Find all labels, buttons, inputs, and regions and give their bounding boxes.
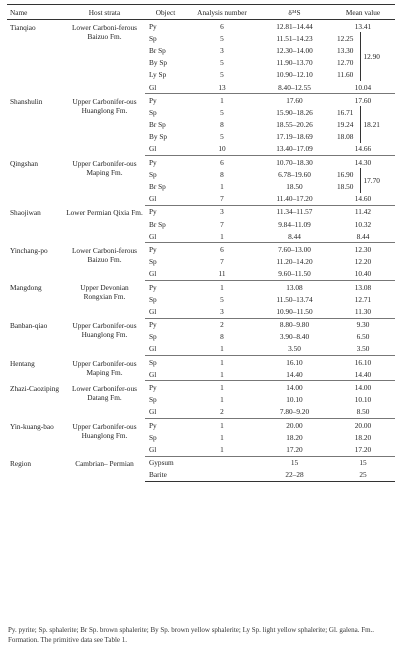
analysis-number-cell: 1 [186, 230, 258, 243]
table-row [7, 205, 395, 218]
object-cell: Sp [149, 395, 157, 405]
sub-mean-cell: 16.90 [337, 169, 354, 179]
delta-range-cell: 14.40 [258, 368, 331, 381]
object-cell: Gl [145, 193, 186, 206]
mean-value-cell: 12.30 [354, 244, 372, 254]
sulfur-isotope-table [7, 4, 395, 482]
bracket-mean-cell: 17.70 [360, 168, 395, 192]
analysis-number-cell: 1 [220, 383, 224, 393]
header-name: Name [7, 5, 64, 20]
delta-range-cell: 10.90–11.50 [258, 305, 331, 318]
mean-value-cell: 14.60 [331, 193, 395, 206]
delta-range-cell: 3.50 [258, 343, 331, 356]
sub-mean-cell: 11.60 [337, 70, 354, 80]
mean-value-cell: 14.30 [354, 157, 372, 167]
object-cell: Sp [149, 33, 157, 43]
object-cell: Py [149, 207, 157, 217]
delta-range-cell: 10.90–12.10 [276, 70, 313, 80]
header-host: Host strata [64, 5, 145, 20]
analysis-number-cell: 5 [220, 33, 224, 43]
delta-range-cell: 13.40–17.09 [258, 143, 331, 156]
analysis-number-cell: 13 [186, 81, 258, 94]
table-row [7, 381, 395, 394]
analysis-number-cell: 5 [220, 107, 224, 117]
object-cell: Gl [145, 343, 186, 356]
delta-range-cell: 17.20 [258, 443, 331, 456]
object-cell: Py [149, 21, 157, 31]
table-row [7, 20, 395, 33]
delta-range-cell: 14.00 [286, 383, 303, 393]
locality-name: Yin-kuang-bao [10, 421, 54, 431]
locality-name: Mangdong [10, 283, 42, 293]
analysis-number-cell [186, 456, 258, 469]
delta-range-cell: 13.08 [286, 282, 303, 292]
mean-value-cell: 14.00 [354, 383, 372, 393]
object-cell: Py [149, 157, 157, 167]
sub-mean-cell: 16.71 [337, 107, 354, 117]
object-cell: Sp [149, 432, 157, 442]
object-cell: Br Sp [149, 182, 166, 192]
analysis-number-cell: 5 [220, 132, 224, 142]
mean-value-cell: 16.10 [354, 357, 372, 367]
analysis-number-cell: 1 [220, 432, 224, 442]
object-cell: By Sp [149, 132, 168, 142]
delta-range-cell: 18.55–20.26 [276, 120, 313, 130]
table-row [7, 318, 395, 331]
table-row [7, 419, 395, 432]
sub-mean-cell: 19.24 [337, 120, 354, 130]
analysis-number-cell: 1 [220, 95, 224, 105]
delta-range-cell: 11.40–17.20 [258, 193, 331, 206]
delta-range-cell: 12.30–14.00 [276, 45, 313, 55]
delta-range-cell: 15.90–18.26 [276, 107, 313, 117]
analysis-number-cell: 1 [220, 182, 224, 192]
locality-name: Shaojiwan [10, 208, 41, 218]
host-strata: Cambrian– Permian [75, 459, 134, 469]
analysis-number-cell: 2 [186, 406, 258, 419]
locality-name: Zhazi-Caoziping [10, 383, 60, 393]
analysis-number-cell: 6 [220, 21, 224, 31]
mean-value-cell: 18.20 [354, 432, 372, 442]
host-strata: Lower Permian Qixia Fm. [66, 208, 143, 218]
mean-value-cell: 8.50 [331, 406, 395, 419]
mean-value-cell: 10.32 [354, 219, 372, 229]
object-cell: Py [149, 320, 157, 330]
table-row [7, 356, 395, 369]
header-delta: δ³⁴S [258, 5, 331, 20]
header-mean: Mean value [331, 5, 395, 20]
analysis-number-cell: 11 [186, 268, 258, 281]
object-cell: Gl [145, 406, 186, 419]
delta-range-cell: 10.10 [286, 395, 303, 405]
object-cell: Barite [145, 469, 186, 482]
delta-range-cell: 11.20–14.20 [276, 257, 313, 267]
table-row [7, 456, 395, 469]
object-cell: Gl [145, 230, 186, 243]
mean-value-cell: 10.40 [331, 268, 395, 281]
object-cell: Py [149, 383, 157, 393]
host-strata: Lower Carboni-ferous Baizuo Fm. [71, 245, 138, 264]
object-cell: Gl [145, 305, 186, 318]
mean-value-cell: 20.00 [354, 420, 372, 430]
mean-value-cell: 17.20 [331, 443, 395, 456]
delta-range-cell: 6.78–19.60 [278, 169, 311, 179]
object-cell: Gypsum [149, 458, 174, 468]
mean-value-cell: 12.71 [354, 294, 372, 304]
analysis-number-cell: 1 [220, 420, 224, 430]
mean-value-cell: 11.30 [331, 305, 395, 318]
analysis-number-cell: 3 [186, 305, 258, 318]
locality-name: Shanshulin [10, 96, 43, 106]
analysis-number-cell: 10 [186, 143, 258, 156]
mean-value-cell: 10.04 [331, 81, 395, 94]
object-cell: Ly Sp [149, 70, 167, 80]
delta-range-cell: 8.44 [258, 230, 331, 243]
sub-mean-cell: 18.50 [337, 182, 354, 192]
delta-range-cell: 22–28 [258, 469, 331, 482]
object-cell: Py [149, 95, 157, 105]
analysis-number-cell: 3 [220, 207, 224, 217]
locality-name: Hentang [10, 358, 35, 368]
bracket-mean-cell: 18.21 [360, 106, 395, 143]
host-strata: Upper Carbonifer-ous Maping Fm. [72, 358, 137, 377]
analysis-number-cell: 1 [220, 357, 224, 367]
analysis-number-cell: 1 [186, 343, 258, 356]
sub-mean-cell: 12.70 [337, 58, 354, 68]
mean-value-cell: 11.42 [354, 207, 372, 217]
analysis-number-cell: 7 [220, 219, 224, 229]
host-strata: Lower Carboni-ferous Baizuo Fm. [71, 23, 138, 41]
object-cell: Gl [145, 443, 186, 456]
delta-range-cell: 12.81–14.44 [276, 21, 313, 31]
locality-name: Banban-qiao [10, 321, 48, 330]
analysis-number-cell: 3 [220, 45, 224, 55]
object-cell: Br Sp [149, 219, 166, 229]
object-cell: Py [149, 420, 157, 430]
header-object: Object [145, 5, 186, 20]
analysis-number-cell: 1 [220, 282, 224, 292]
mean-value-cell: 17.60 [354, 95, 372, 105]
analysis-number-cell: 7 [186, 193, 258, 206]
object-cell: Br Sp [149, 45, 166, 55]
sub-mean-cell: 12.25 [337, 33, 354, 43]
delta-range-cell: 11.90–13.70 [276, 58, 313, 68]
table-row [7, 156, 395, 169]
sub-mean-cell: 18.08 [337, 132, 354, 142]
delta-range-cell: 7.80–9.20 [258, 406, 331, 419]
header-analysis: Analysis number [186, 5, 258, 20]
delta-range-cell: 9.84–11.09 [278, 219, 311, 229]
locality-name: Yinchang-po [10, 245, 48, 255]
host-strata: Upper Carbonifer-ous Maping Fm. [72, 158, 137, 177]
bracket-mean-cell: 12.90 [360, 32, 395, 81]
table-row [7, 280, 395, 293]
delta-range-cell: 3.90–8.40 [279, 332, 310, 342]
analysis-number-cell: 8 [220, 169, 224, 179]
mean-value-cell: 14.40 [331, 368, 395, 381]
header-row [7, 5, 395, 20]
analysis-number-cell: 5 [220, 294, 224, 304]
table-row [7, 243, 395, 256]
analysis-number-cell: 1 [186, 368, 258, 381]
analysis-number-cell: 2 [220, 320, 224, 330]
sub-mean-cell: 13.30 [337, 45, 354, 55]
object-cell: Gl [145, 368, 186, 381]
delta-range-cell: 7.60–13.00 [278, 244, 311, 254]
delta-range-cell: 11.34–11.57 [276, 207, 313, 217]
analysis-number-cell: 6 [220, 244, 224, 254]
mean-value-cell: 15 [359, 458, 367, 468]
analysis-number-cell: 5 [220, 58, 224, 68]
delta-range-cell: 15 [290, 458, 299, 468]
object-cell: Gl [145, 81, 186, 94]
mean-value-cell: 13.41 [354, 21, 372, 31]
analysis-number-cell: 7 [220, 257, 224, 267]
host-strata: Upper Carbonifer-ous Huanglong Fm. [72, 421, 137, 440]
delta-range-cell: 10.70–18.30 [276, 157, 313, 167]
delta-range-cell: 8.40–12.55 [258, 81, 331, 94]
locality-name: Region [10, 459, 32, 469]
delta-range-cell: 16.10 [286, 357, 303, 367]
analysis-number-cell [186, 469, 258, 482]
object-cell: Gl [145, 268, 186, 281]
object-cell: Sp [149, 357, 157, 367]
object-cell: Sp [149, 294, 157, 304]
host-strata: Upper Carbonifer-ous Huanglong Fm. [72, 321, 137, 339]
table-footnote: Py. pyrite; Sp. sphalerite; Br Sp. brown sphalerite; By Sp. brown yellow sphalerite; Ly Sp. light yellow sphalerite; Gl. galena. Fm.. Formation. The primitive data see Table 1. [8, 626, 375, 644]
mean-value-cell: 8.44 [331, 230, 395, 243]
host-strata: Lower Carbonifer-ous Datang Fm. [72, 383, 137, 402]
mean-value-cell: 3.50 [331, 343, 395, 356]
mean-value-cell: 6.50 [356, 332, 370, 342]
delta-range-cell: 11.51–14.23 [276, 33, 313, 43]
analysis-number-cell: 8 [220, 332, 224, 342]
mean-value-cell: 25 [331, 469, 395, 482]
delta-range-cell: 17.60 [286, 95, 303, 105]
table-body [7, 20, 395, 482]
object-cell: Sp [149, 169, 157, 179]
analysis-number-cell: 6 [220, 157, 224, 167]
object-cell: Py [149, 282, 157, 292]
mean-value-cell: 9.30 [356, 320, 370, 330]
object-cell: Gl [145, 143, 186, 156]
delta-range-cell: 18.50 [286, 182, 303, 192]
locality-name: Tianqiao [10, 23, 36, 32]
host-strata: Upper Devonian Rongxian Fm. [80, 283, 129, 302]
mean-value-cell: 14.66 [331, 143, 395, 156]
analysis-number-cell: 1 [220, 395, 224, 405]
analysis-number-cell: 8 [220, 120, 224, 130]
locality-name: Qingshan [10, 158, 38, 168]
object-cell: Sp [149, 257, 157, 267]
delta-range-cell: 8.80–9.80 [279, 320, 310, 330]
delta-range-cell: 17.19–18.69 [276, 132, 313, 142]
delta-range-cell: 18.20 [286, 432, 303, 442]
delta-range-cell: 20.00 [286, 420, 303, 430]
delta-range-cell: 11.50–13.74 [276, 294, 313, 304]
object-cell: Sp [149, 107, 157, 117]
object-cell: Py [149, 244, 157, 254]
host-strata: Upper Carbonifer-ous Huanglong Fm. [72, 96, 137, 115]
analysis-number-cell: 5 [220, 70, 224, 80]
object-cell: By Sp [149, 58, 168, 68]
mean-value-cell: 10.10 [354, 395, 372, 405]
delta-range-cell: 9.60–11.50 [258, 268, 331, 281]
object-cell: Br Sp [149, 120, 166, 130]
object-cell: Sp [149, 332, 157, 342]
mean-value-cell: 12.20 [354, 257, 372, 267]
table-row [7, 94, 395, 107]
mean-value-cell: 13.08 [354, 282, 372, 292]
table-frame [7, 4, 395, 482]
analysis-number-cell: 1 [186, 443, 258, 456]
